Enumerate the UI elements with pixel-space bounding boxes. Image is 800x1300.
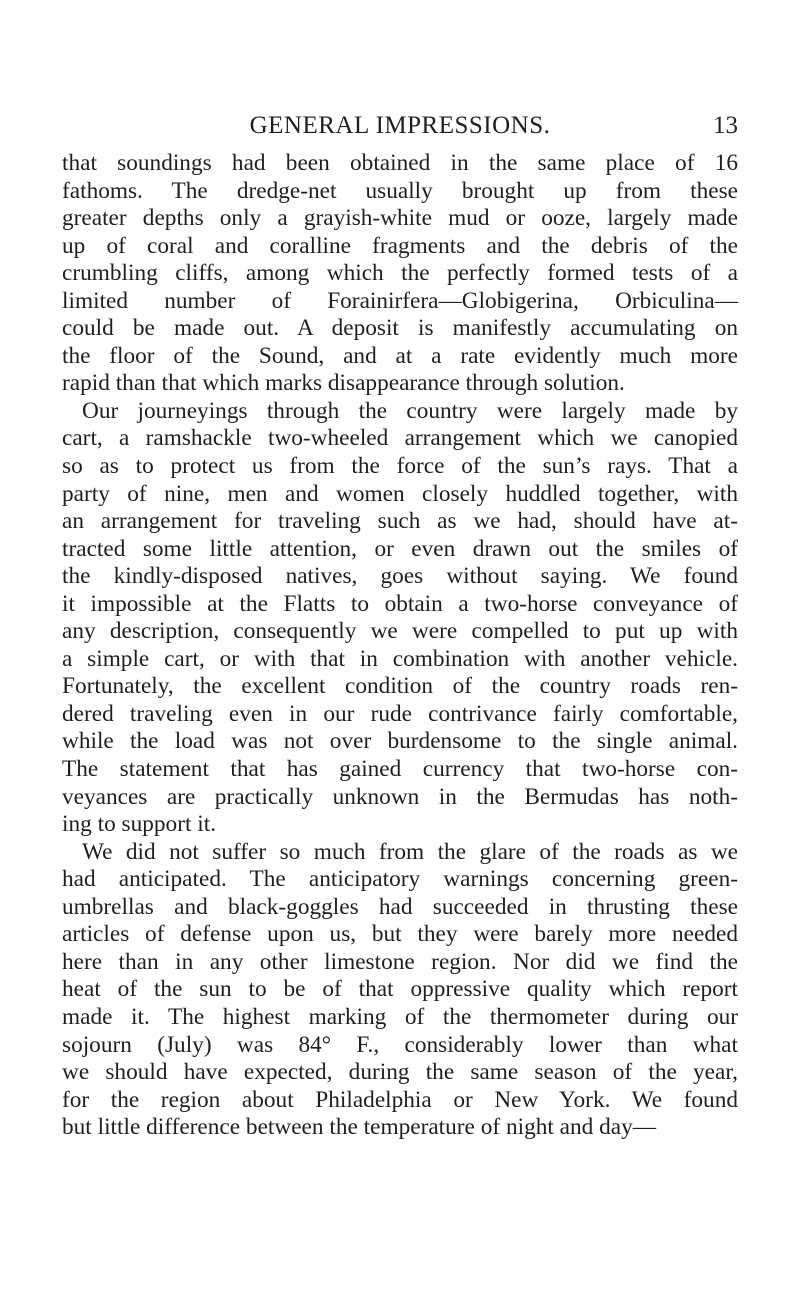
text-line: the kindly-disposed natives, goes without saying. We found [62, 563, 738, 590]
text-line: could be made out. A deposit is manifestly accumulating on [62, 315, 738, 342]
text-line: an arrangement for traveling such as we had, should have at- [62, 508, 738, 535]
text-line: but little difference between the temperature of night and day— [62, 1114, 657, 1141]
paragraph [62, 150, 738, 398]
text-line: veyances are practically unknown in the Bermudas has noth- [62, 783, 738, 810]
text-line: limited number of Forainirfera—Globigerina, Orbiculina— [62, 287, 738, 314]
text-line: party of nine, men and women closely huddled together, with [62, 480, 738, 507]
text-line: the floor of the Sound, and at a rate evidently much more [62, 342, 738, 369]
text-line: made it. The highest marking of the thermometer during our [62, 1003, 738, 1030]
text-line: umbrellas and black-goggles had succeeded in thrusting these [62, 893, 738, 920]
text-line: rapid than that which marks disappearance through solution. [62, 370, 625, 397]
book-page [62, 108, 738, 1141]
text-line: Fortunately, the excellent condition of the country roads ren- [62, 673, 738, 700]
text-line: a simple cart, or with that in combination with another vehicle. [62, 645, 738, 672]
text-line: for the region about Philadelphia or New York. We found [62, 1086, 738, 1113]
text-line: sojourn (July) was 84° F., considerably lower than what [62, 1031, 738, 1058]
page-number: 13 [713, 112, 738, 139]
running-title: GENERAL IMPRESSIONS. [249, 112, 551, 139]
paragraph [62, 398, 738, 839]
text-line: while the load was not over burdensome to the single animal. [62, 728, 738, 755]
running-head [62, 108, 738, 144]
text-line: The statement that has gained currency that two-horse con- [62, 756, 738, 783]
text-line: tracted some little attention, or even drawn out the smiles of [62, 535, 738, 562]
text-line: here than in any other limestone region. Nor did we find the [62, 948, 738, 975]
text-line: we should have expected, during the same season of the year, [62, 1059, 738, 1086]
text-line: articles of defense upon us, but they were barely more needed [62, 921, 738, 948]
text-line: crumbling cliffs, among which the perfectly formed tests of a [62, 260, 738, 287]
text-line: any description, consequently we were compelled to put up with [62, 618, 738, 645]
text-line: up of coral and coralline fragments and the debris of the [62, 232, 738, 259]
text-line: heat of the sun to be of that oppressive quality which report [62, 976, 738, 1003]
text-line: fathoms. The dredge-net usually brought up from these [62, 177, 738, 204]
text-line: Our journeyings through the country were largely made by [82, 397, 738, 424]
text-line: dered traveling even in our rude contrivance fairly comfortable, [62, 700, 738, 727]
text-line: cart, a ramshackle two-wheeled arrangement which we canopied [62, 425, 738, 452]
text-line: ing to support it. [62, 811, 217, 838]
text-line: We did not suffer so much from the glare of the roads as we [82, 838, 738, 865]
paragraph [62, 839, 738, 1142]
text-line: it impossible at the Flatts to obtain a two-horse conveyance of [62, 590, 738, 617]
text-line: that soundings had been obtained in the same place of 16 [62, 150, 738, 176]
text-line: had anticipated. The anticipatory warnings concerning green- [62, 866, 738, 893]
body-text [62, 150, 738, 1142]
text-line: so as to protect us from the force of the sun’s rays. That a [62, 453, 738, 480]
text-line: greater depths only a grayish-white mud or ooze, largely made [62, 205, 738, 232]
